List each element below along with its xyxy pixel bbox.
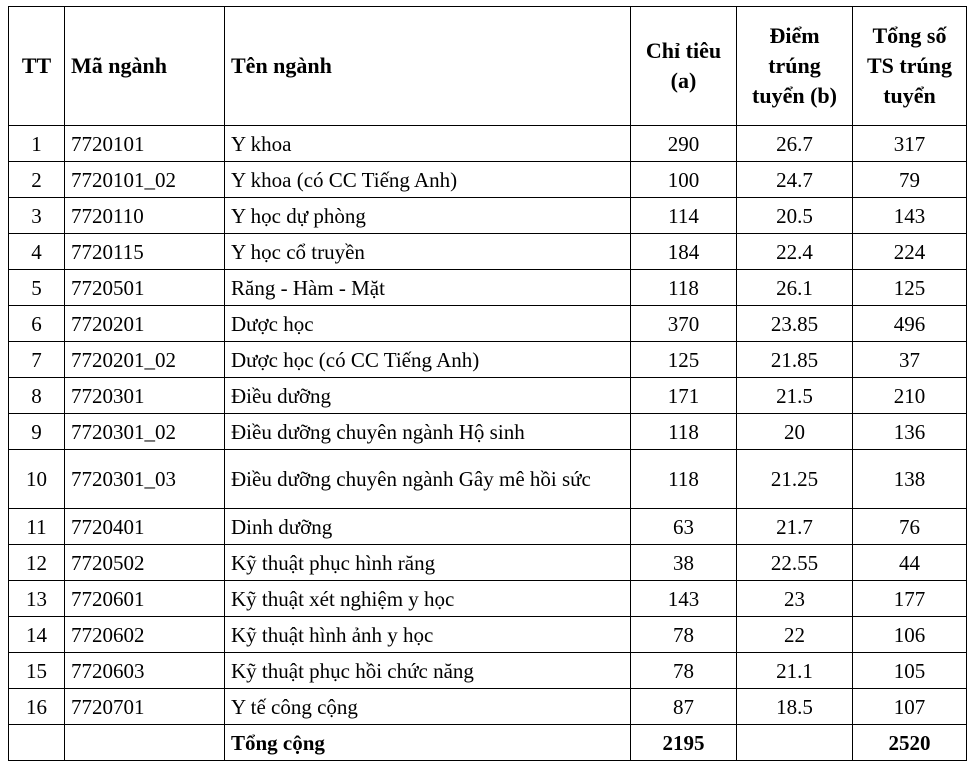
- table-row: [9, 198, 967, 234]
- cell-code: 7720201: [65, 306, 225, 342]
- cell-admitted: 44: [853, 545, 967, 581]
- cell-tt: 9: [9, 414, 65, 450]
- cell-name: Y học dự phòng: [225, 198, 631, 234]
- table-body: [9, 126, 967, 761]
- header-quota: Chỉ tiêu (a): [631, 7, 737, 126]
- cell-tt: 12: [9, 545, 65, 581]
- cell-score: 23.85: [737, 306, 853, 342]
- cell-quota: 125: [631, 342, 737, 378]
- cell-admitted: 138: [853, 450, 967, 509]
- header-name: Tên ngành: [225, 7, 631, 126]
- cell-admitted: 105: [853, 653, 967, 689]
- cell-code: 7720501: [65, 270, 225, 306]
- table-row: [9, 378, 967, 414]
- cell-name: Răng - Hàm - Mặt: [225, 270, 631, 306]
- cell-quota: 78: [631, 653, 737, 689]
- cell-quota: 78: [631, 617, 737, 653]
- cell-admitted: 136: [853, 414, 967, 450]
- cell-name: Dược học (có CC Tiếng Anh): [225, 342, 631, 378]
- cell-admitted: 317: [853, 126, 967, 162]
- cell-code: 7720502: [65, 545, 225, 581]
- cell-admitted: 79: [853, 162, 967, 198]
- cell-score: 18.5: [737, 689, 853, 725]
- cell-score: 22.4: [737, 234, 853, 270]
- cell-tt: 1: [9, 126, 65, 162]
- cell-score: 20: [737, 414, 853, 450]
- cell-score: 24.7: [737, 162, 853, 198]
- cell-score: 26.7: [737, 126, 853, 162]
- cell-score: 20.5: [737, 198, 853, 234]
- cell-code: 7720401: [65, 509, 225, 545]
- cell-code: 7720201_02: [65, 342, 225, 378]
- cell-quota: 100: [631, 162, 737, 198]
- cell-tt: 7: [9, 342, 65, 378]
- cell-name: Điều dưỡng chuyên ngành Hộ sinh: [225, 414, 631, 450]
- cell-score: 22.55: [737, 545, 853, 581]
- cell-tt: 14: [9, 617, 65, 653]
- table-row: [9, 545, 967, 581]
- table-row: [9, 689, 967, 725]
- header-score: Điểm trúng tuyển (b): [737, 7, 853, 126]
- table-row: [9, 162, 967, 198]
- cell-score: 21.7: [737, 509, 853, 545]
- cell-quota: 171: [631, 378, 737, 414]
- table-row: [9, 509, 967, 545]
- cell-score-empty: [737, 725, 853, 761]
- total-admitted: 2520: [853, 725, 967, 761]
- cell-name: Dinh dưỡng: [225, 509, 631, 545]
- cell-admitted: 224: [853, 234, 967, 270]
- cell-tt-empty: [9, 725, 65, 761]
- cell-code: 7720101_02: [65, 162, 225, 198]
- cell-name: Y khoa: [225, 126, 631, 162]
- header-code: Mã ngành: [65, 7, 225, 126]
- cell-name: Kỹ thuật xét nghiệm y học: [225, 581, 631, 617]
- cell-name: Điều dưỡng chuyên ngành Gây mê hồi sức: [225, 450, 631, 509]
- cell-admitted: 496: [853, 306, 967, 342]
- header-admitted: Tổng số TS trúng tuyển: [853, 7, 967, 126]
- cell-quota: 184: [631, 234, 737, 270]
- cell-code: 7720602: [65, 617, 225, 653]
- table-row: [9, 270, 967, 306]
- cell-code: 7720603: [65, 653, 225, 689]
- cell-name: Kỹ thuật phục hình răng: [225, 545, 631, 581]
- cell-quota: 63: [631, 509, 737, 545]
- cell-score: 21.1: [737, 653, 853, 689]
- cell-score: 21.25: [737, 450, 853, 509]
- cell-name: Dược học: [225, 306, 631, 342]
- cell-name: Y khoa (có CC Tiếng Anh): [225, 162, 631, 198]
- cell-quota: 118: [631, 414, 737, 450]
- table-row: [9, 126, 967, 162]
- cell-admitted: 143: [853, 198, 967, 234]
- cell-name: Điều dưỡng: [225, 378, 631, 414]
- cell-tt: 15: [9, 653, 65, 689]
- table-row: [9, 306, 967, 342]
- cell-score: 22: [737, 617, 853, 653]
- cell-admitted: 37: [853, 342, 967, 378]
- cell-code: 7720115: [65, 234, 225, 270]
- cell-tt: 13: [9, 581, 65, 617]
- cell-code: 7720301: [65, 378, 225, 414]
- cell-quota: 290: [631, 126, 737, 162]
- table-row: [9, 450, 967, 509]
- admission-table: [8, 6, 967, 761]
- cell-code: 7720110: [65, 198, 225, 234]
- cell-quota: 370: [631, 306, 737, 342]
- cell-name: Kỹ thuật phục hồi chức năng: [225, 653, 631, 689]
- cell-code: 7720601: [65, 581, 225, 617]
- cell-code: 7720301_03: [65, 450, 225, 509]
- cell-admitted: 177: [853, 581, 967, 617]
- table-row: [9, 653, 967, 689]
- cell-admitted: 210: [853, 378, 967, 414]
- cell-admitted: 106: [853, 617, 967, 653]
- total-row: [9, 725, 967, 761]
- cell-admitted: 76: [853, 509, 967, 545]
- cell-admitted: 125: [853, 270, 967, 306]
- header-tt: TT: [9, 7, 65, 126]
- cell-tt: 3: [9, 198, 65, 234]
- total-quota: 2195: [631, 725, 737, 761]
- cell-code-empty: [65, 725, 225, 761]
- cell-score: 21.85: [737, 342, 853, 378]
- cell-code: 7720301_02: [65, 414, 225, 450]
- cell-code: 7720701: [65, 689, 225, 725]
- table-row: [9, 414, 967, 450]
- table-row: [9, 581, 967, 617]
- cell-tt: 8: [9, 378, 65, 414]
- cell-quota: 87: [631, 689, 737, 725]
- cell-score: 23: [737, 581, 853, 617]
- cell-tt: 6: [9, 306, 65, 342]
- table-row: [9, 234, 967, 270]
- cell-tt: 5: [9, 270, 65, 306]
- cell-quota: 114: [631, 198, 737, 234]
- cell-tt: 11: [9, 509, 65, 545]
- cell-quota: 38: [631, 545, 737, 581]
- cell-quota: 118: [631, 270, 737, 306]
- cell-tt: 4: [9, 234, 65, 270]
- total-label: Tổng cộng: [225, 725, 631, 761]
- cell-admitted: 107: [853, 689, 967, 725]
- cell-quota: 143: [631, 581, 737, 617]
- cell-score: 21.5: [737, 378, 853, 414]
- table-row: [9, 342, 967, 378]
- cell-tt: 10: [9, 450, 65, 509]
- cell-name: Y học cổ truyền: [225, 234, 631, 270]
- cell-quota: 118: [631, 450, 737, 509]
- cell-score: 26.1: [737, 270, 853, 306]
- table-row: [9, 617, 967, 653]
- cell-tt: 16: [9, 689, 65, 725]
- header-row: [9, 7, 967, 126]
- cell-name: Kỹ thuật hình ảnh y học: [225, 617, 631, 653]
- cell-tt: 2: [9, 162, 65, 198]
- cell-code: 7720101: [65, 126, 225, 162]
- cell-name: Y tế công cộng: [225, 689, 631, 725]
